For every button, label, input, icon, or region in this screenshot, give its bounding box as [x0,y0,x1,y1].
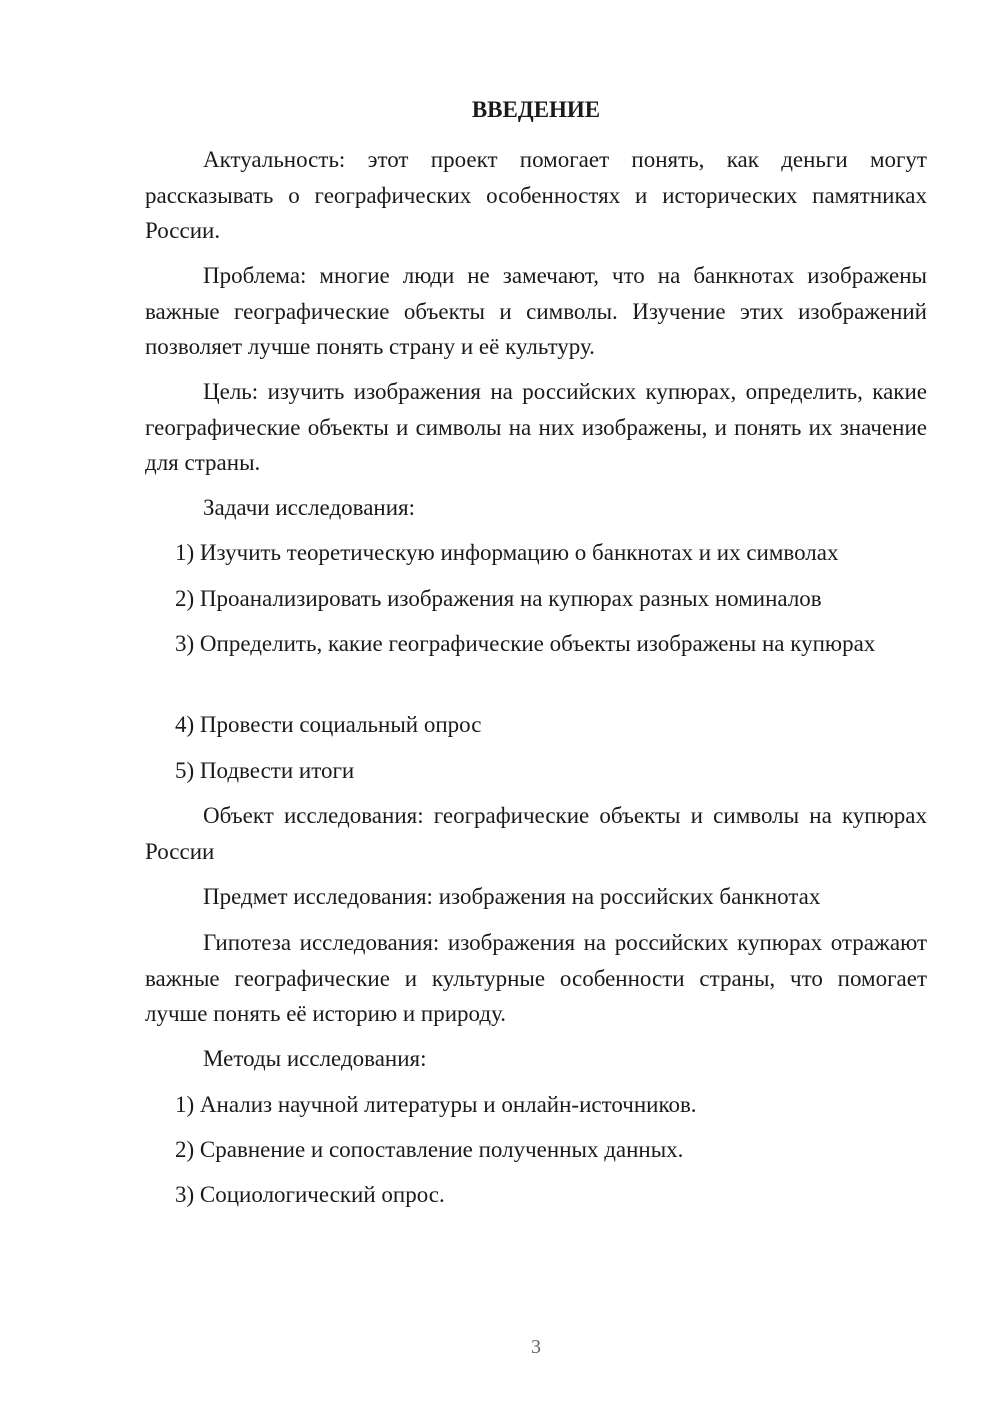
method-item: 1) Анализ научной литературы и онлайн-источников. [175,1092,697,1117]
object-paragraph: Объект исследования: географические объекты и символы на купюрах России [145,803,927,864]
task-item: 4) Провести социальный опрос [175,712,482,737]
relevance-paragraph: Актуальность: этот проект помогает понять, как деньги могут рассказывать о географических особенностях и исторических памятниках России. [145,147,927,243]
problem-paragraph: Проблема: многие люди не замечают, что на банкнотах изображены важные географические объекты и символы. Изучение этих изображений позволяет лучше понять страну и её культуру. [145,263,927,359]
page-title: ВВЕДЕНИЕ [471,97,601,122]
page-number: 3 [531,1336,541,1358]
task-item: 3) Определить, какие географические объекты изображены на купюрах [175,631,876,656]
hypothesis-paragraph: Гипотеза исследования: изображения на российских купюрах отражают важные географические и культурные особенности страны, что помогает лучше понять её историю и природу. [145,930,927,1026]
task-item: 2) Проанализировать изображения на купюрах разных номиналов [175,586,822,611]
tasks-title: Задачи исследования: [203,495,416,520]
goal-paragraph: Цель: изучить изображения на российских купюрах, определить, какие географические объекты и символы на них изображены, и понять их значение для страны. [145,379,927,475]
task-item: 5) Подвести итоги [175,758,355,783]
methods-title: Методы исследования: [203,1046,427,1071]
method-item: 2) Сравнение и сопоставление полученных данных. [175,1137,684,1162]
task-item: 1) Изучить теоретическую информацию о банкнотах и их символах [175,540,839,565]
subject-paragraph: Предмет исследования: изображения на российских банкнотах [203,884,821,909]
method-item: 3) Социологический опрос. [175,1182,445,1207]
